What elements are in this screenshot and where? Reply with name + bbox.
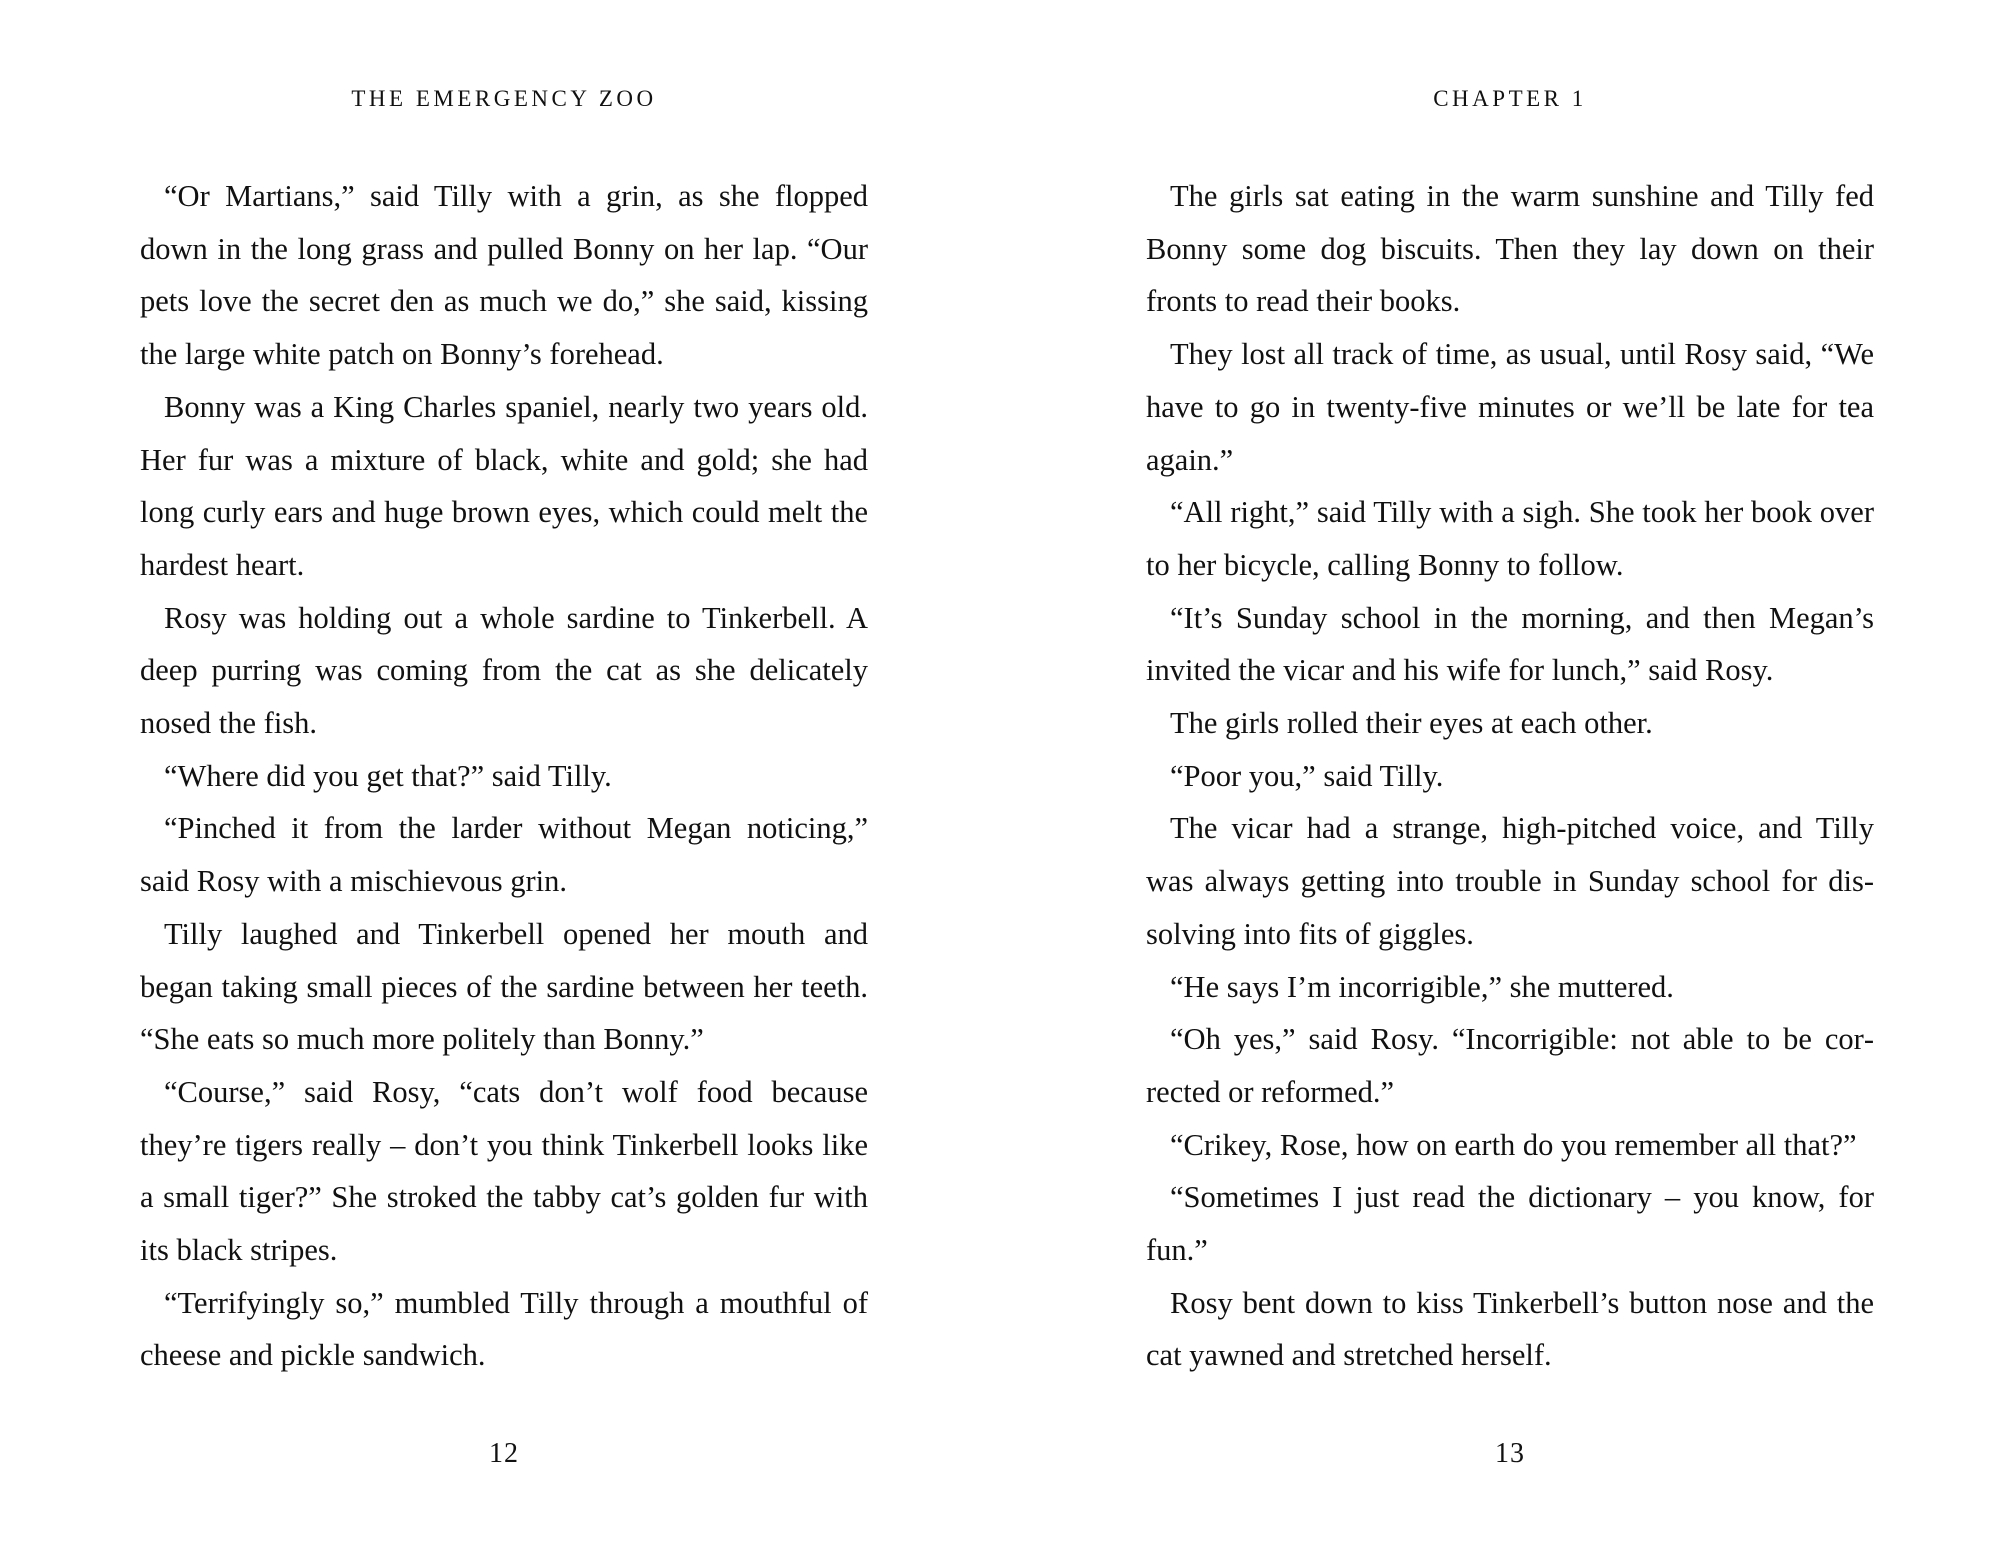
right-page-body: [1146, 170, 1874, 1382]
paragraph: The girls rolled their eyes at each other.: [1170, 706, 1653, 741]
page-number-right: 13: [1495, 1438, 1525, 1469]
paragraph: Rosy was holding out a whole sardine to Tinkerbell. A deep purring was coming from the cat as she delicately nosed the fish.: [140, 600, 868, 741]
paragraph: “Crikey, Rose, how on earth do you remember all that?”: [1170, 1127, 1857, 1162]
paragraph: Bonny was a King Charles spaniel, nearly two years old. Her fur was a mixture of black, white and gold; she had long curly ears and huge brown eyes, which could melt the hardest heart.: [140, 389, 868, 582]
paragraph: “Oh yes,” said Rosy. “Incorrigible: not able to be corrected or reformed.”: [1146, 1022, 1874, 1109]
paragraph: “All right,” said Tilly with a sigh. She took her book over to her bicycle, calling Bonny to follow.: [1146, 495, 1874, 582]
paragraph: “Pinched it from the larder without Megan noticing,” said Rosy with a mischievous grin.: [140, 811, 868, 899]
paragraph: Rosy bent down to kiss Tinkerbell’s button nose and the cat yawned and stretched herself.: [1146, 1285, 1874, 1373]
paragraph: The girls sat eating in the warm sunshine and Tilly fed Bonny some dog biscuits. Then they lay down on their fronts to read their books.: [1146, 179, 1874, 319]
paragraph: “Where did you get that?” said Tilly.: [164, 758, 612, 793]
left-page-body: [140, 170, 868, 1382]
page-number-left: 12: [489, 1438, 519, 1469]
paragraph: “Sometimes I just read the dictionary – you know, for fun.”: [1146, 1180, 1874, 1268]
paragraph: Tilly laughed and Tinkerbell opened her mouth and began taking small pieces of the sardine between her teeth. “She eats so much more politely than Bonny.”: [140, 916, 868, 1057]
paragraph: “Terrifyingly so,” mumbled Tilly through a mouthful of cheese and pickle sandwich.: [140, 1285, 868, 1373]
running-head-book-title: THE EMERGENCY ZOO: [351, 86, 657, 111]
paragraph: They lost all track of time, as usual, until Rosy said, “We have to go in twenty-five minutes or we’ll be late for tea again.”: [1146, 337, 1874, 477]
paragraph: The vicar had a strange, high-pitched voice, and Tilly was always getting into trouble in Sunday school for dissolving into fits of giggles.: [1146, 811, 1874, 951]
left-page: [140, 0, 868, 1548]
paragraph: “Poor you,” said Tilly.: [1170, 758, 1444, 793]
paragraph: “Or Martians,” said Tilly with a grin, as she flopped down in the long grass and pulled Bonny on her lap. “Our pets love the secret den as much we do,” she said, kissing the large white patch on Bonny’s forehead.: [140, 179, 868, 372]
paragraph: “Course,” said Rosy, “cats don’t wolf food because they’re tigers really – don’t you think Tinkerbell looks like a small tiger?” She stroked the tabby cat’s golden fur with its black stripes.: [140, 1074, 868, 1268]
running-head-chapter: CHAPTER 1: [1433, 86, 1587, 111]
paragraph: “He says I’m incorrigible,” she muttered.: [1170, 969, 1674, 1004]
paragraph: “It’s Sunday school in the morning, and then Megan’s invited the vicar and his wife for lunch,” said Rosy.: [1146, 600, 1874, 688]
right-page: [1146, 0, 1874, 1548]
